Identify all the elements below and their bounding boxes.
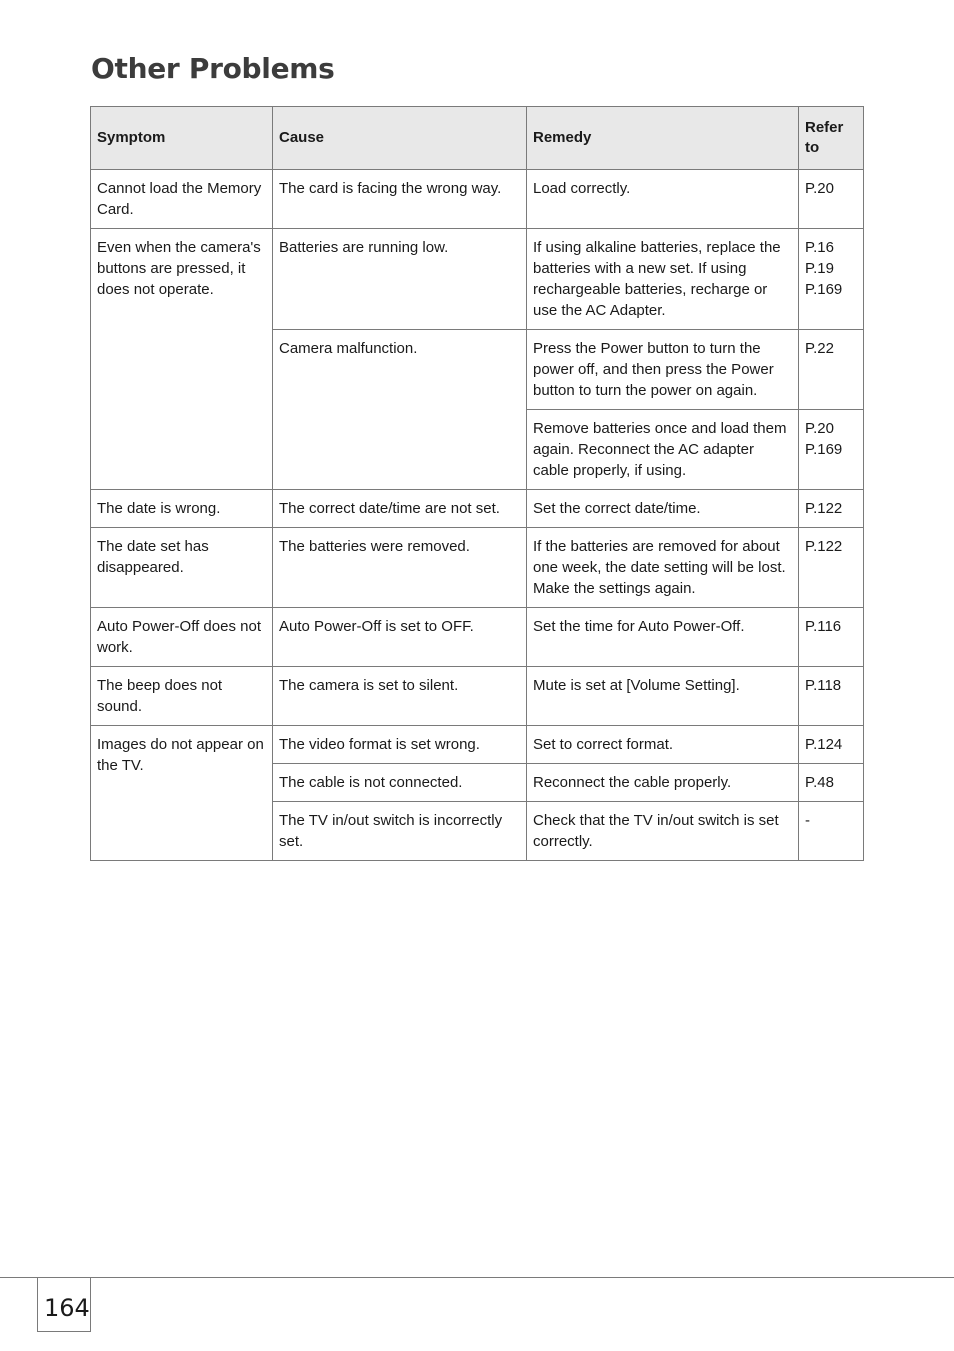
- refer-cell: P.124: [799, 726, 864, 764]
- table-row: [91, 170, 864, 229]
- table-row: [91, 667, 864, 726]
- footer-divider: [0, 1277, 954, 1278]
- header-symptom: Symptom: [91, 107, 273, 170]
- refer-cell: P.16 P.19 P.169: [799, 229, 864, 330]
- cause-cell: Camera malfunction.: [273, 330, 527, 490]
- refer-cell: P.116: [799, 608, 864, 667]
- remedy-cell: Load correctly.: [527, 170, 799, 229]
- table-row: [91, 608, 864, 667]
- remedy-cell: Reconnect the cable properly.: [527, 764, 799, 802]
- cause-cell: The video format is set wrong.: [273, 726, 527, 764]
- refer-cell: P.20: [799, 170, 864, 229]
- table-header-row: [91, 107, 864, 170]
- refer-cell: P.48: [799, 764, 864, 802]
- symptom-cell: Auto Power-Off does not work.: [91, 608, 273, 667]
- problems-table: [90, 106, 864, 861]
- table-row: [91, 490, 864, 528]
- cause-cell: Batteries are running low.: [273, 229, 527, 330]
- remedy-cell: Set the correct date/time.: [527, 490, 799, 528]
- cause-cell: The TV in/out switch is incorrectly set.: [273, 802, 527, 861]
- remedy-cell: Set the time for Auto Power-Off.: [527, 608, 799, 667]
- cause-cell: The correct date/time are not set.: [273, 490, 527, 528]
- header-remedy: Remedy: [527, 107, 799, 170]
- remedy-cell: Set to correct format.: [527, 726, 799, 764]
- symptom-cell: The date set has disappeared.: [91, 528, 273, 608]
- table-row: [91, 229, 864, 330]
- header-cause: Cause: [273, 107, 527, 170]
- symptom-cell: Images do not appear on the TV.: [91, 726, 273, 861]
- remedy-cell: Check that the TV in/out switch is set correctly.: [527, 802, 799, 861]
- cause-cell: Auto Power-Off is set to OFF.: [273, 608, 527, 667]
- remedy-cell: If the batteries are removed for about one week, the date setting will be lost. Make the settings again.: [527, 528, 799, 608]
- symptom-cell: The date is wrong.: [91, 490, 273, 528]
- symptom-cell: Even when the camera's buttons are pressed, it does not operate.: [91, 229, 273, 490]
- symptom-cell: Cannot load the Memory Card.: [91, 170, 273, 229]
- remedy-cell: Press the Power button to turn the power off, and then press the Power button to turn the power on again.: [527, 330, 799, 410]
- remedy-cell: Mute is set at [Volume Setting].: [527, 667, 799, 726]
- header-refer: Refer to: [799, 107, 864, 170]
- refer-cell: P.20 P.169: [799, 410, 864, 490]
- cause-cell: The camera is set to silent.: [273, 667, 527, 726]
- cause-cell: The batteries were removed.: [273, 528, 527, 608]
- refer-cell: -: [799, 802, 864, 861]
- remedy-cell: If using alkaline batteries, replace the batteries with a new set. If using rechargeable batteries, recharge or use the AC Adapter.: [527, 229, 799, 330]
- cause-cell: The cable is not connected.: [273, 764, 527, 802]
- page-number: 164: [44, 1294, 90, 1322]
- refer-cell: P.118: [799, 667, 864, 726]
- refer-cell: P.122: [799, 528, 864, 608]
- symptom-cell: The beep does not sound.: [91, 667, 273, 726]
- table-row: [91, 726, 864, 764]
- table-row: [91, 528, 864, 608]
- refer-cell: P.122: [799, 490, 864, 528]
- refer-cell: P.22: [799, 330, 864, 410]
- cause-cell: The card is facing the wrong way.: [273, 170, 527, 229]
- remedy-cell: Remove batteries once and load them again. Reconnect the AC adapter cable properly, if using.: [527, 410, 799, 490]
- page-title: Other Problems: [91, 52, 335, 85]
